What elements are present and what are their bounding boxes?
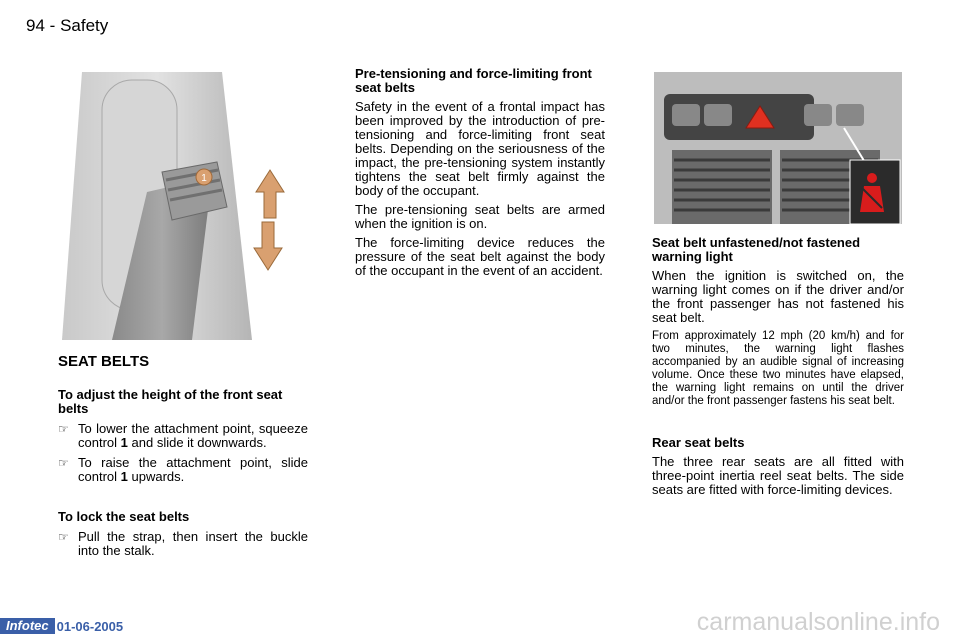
- rear-heading: Rear seat belts: [652, 435, 745, 450]
- footer-date: 01-06-2005: [56, 618, 124, 634]
- paragraph: The pre-tensioning seat belts are armed when the ignition is on.: [355, 202, 605, 231]
- pretension-heading: Pre-tensioning and force-limiting front seat belts: [355, 66, 592, 95]
- pointing-hand-icon: ☞: [58, 456, 69, 470]
- paragraph: The three rear seats are all fitted with three-point inertia reel seat belts. The side seats are fitted with force-limiting devices.: [652, 454, 904, 497]
- paragraph: When the ignition is switched on, the warning light comes on if the driver and/or the front passenger has not fastened his seat belt.: [652, 268, 904, 325]
- warning-heading: Seat belt unfastened/not fastened warning light: [652, 235, 861, 264]
- belt-adjuster-illustration: [62, 72, 302, 340]
- page-header: [26, 16, 108, 36]
- watermark: carmanualsonline.info: [696, 608, 940, 636]
- pointing-hand-icon: ☞: [58, 422, 69, 436]
- paragraph-small: From approximately 12 mph (20 km/h) and for two minutes, the warning light flashes accompanied by an audible signal of increasing volume. Once these two minutes have elapsed, the warning light remains on until the driver and/or the front passenger fastens his seat belt.: [652, 330, 904, 407]
- paragraph: The force-limiting device reduces the pressure of the seat belt against the body of the occupant in the event of an accident.: [355, 235, 605, 278]
- infotec-logo: Infotec: [0, 618, 55, 634]
- page-number: 94: [26, 16, 45, 35]
- section-name: Safety: [60, 16, 109, 35]
- list-item: [58, 530, 308, 558]
- footer: [0, 618, 123, 634]
- control-label: 1: [201, 173, 207, 184]
- bullet-text: To lower the attachment point, squeeze control 1 and slide it downwards.: [78, 421, 308, 450]
- seat-belts-column: [58, 354, 308, 558]
- dashboard-illustration: [654, 72, 902, 224]
- adjust-height-heading: To adjust the height of the front seat belts: [58, 387, 283, 416]
- pretension-column: [355, 67, 605, 278]
- warning-column: [652, 236, 904, 497]
- up-down-arrow-icon: [254, 170, 284, 270]
- list-item: [58, 456, 308, 484]
- header-separator: -: [49, 16, 56, 35]
- lock-heading: To lock the seat belts: [58, 509, 190, 524]
- paragraph: Safety in the event of a frontal impact has been improved by the introduction of pre-tensioning and force-limiting front seat belts. Depending on the seriousness of the impact, the pre-tensioning system instantly tightens the seat belt firmly against the body of the occupant.: [355, 99, 605, 198]
- bullet-text: Pull the strap, then insert the buckle into the stalk.: [78, 529, 308, 558]
- section-title: SEAT BELTS: [58, 353, 150, 370]
- pointing-hand-icon: ☞: [58, 530, 69, 544]
- list-item: [58, 422, 308, 450]
- bullet-text: To raise the attachment point, slide control 1 upwards.: [78, 455, 308, 484]
